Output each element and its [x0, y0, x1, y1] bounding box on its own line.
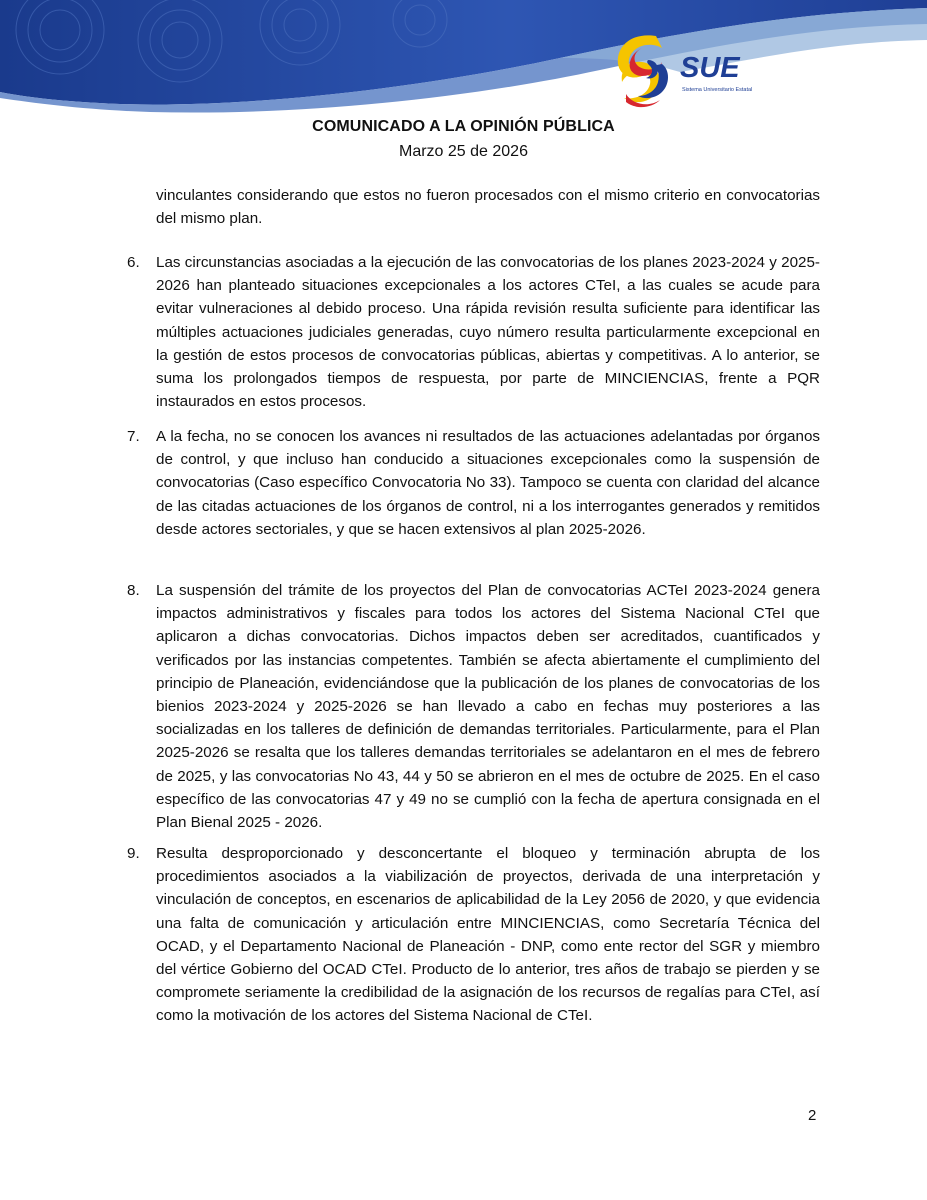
- item-number-6: 6.: [127, 254, 140, 271]
- sue-logo-subtitle: Sistema Universitario Estatal: [682, 87, 753, 93]
- document-date: Marzo 25 de 2026: [399, 143, 528, 160]
- item-number-7: 7.: [127, 428, 140, 445]
- item-text-8: La suspensión del trámite de los proyectos del Plan de convocatorias ACTeI 2023-2024 genera impactos administrativos y fiscales para todos los actores del Sistema Nacional CTeI que aplicaron a dichas convocatorias. Dichos impactos deben ser acreditados, cuantificados y verificados por las instancias competentes. También se afecta abiertamente el cumplimiento del principio de Planeación, evidenciándose que la publicación de los planes de convocatorias de los bienios 2023-2024 y 2025-2026 se han llevado a cabo en fechas muy posteriores a las socializadas en los talleres de definición de demandas territoriales. Particularmente, para el Plan 2025-2026 se resalta que los talleres demandas territoriales se adelantaron en el mes de febrero de 2025, y las convocatorias No 43, 44 y 50 se abrieron en el mes de octubre de 2025. En el caso específico de las convocatorias 47 y 49 no se cumplió con la fecha de apertura consignada en el Plan Bienal 2025 - 2026.: [156, 582, 820, 832]
- sue-logo-swirl-icon: [612, 30, 678, 110]
- sue-logo-text: SUE: [680, 52, 740, 84]
- item-text-6: Las circunstancias asociadas a la ejecución de las convocatorias de los planes 2023-2024 y 2025-2026 han planteado situaciones excepcionales a los actores CTeI, a las cuales se acude para evitar vulneraciones al debido proceso. Una rápida revisión resulta suficiente para identificar las múltiples actuaciones judiciales generadas, cuyo número resulta particularmente excepcional en la gestión de estos procesos de convocatorias públicas, abiertas y competitivas. A lo anterior, se suma los prolongados tiempos de respuesta, por parte de MINCIENCIAS, frente a PQR instaurados en estos procesos.: [156, 254, 820, 411]
- page-number: 2: [808, 1107, 817, 1124]
- continuation-paragraph: vinculantes considerando que estos no fueron procesados con el mismo criterio en convocatorias del mismo plan.: [156, 187, 820, 228]
- document-title: COMUNICADO A LA OPINIÓN PÚBLICA: [312, 118, 615, 135]
- sue-logo: [612, 30, 772, 112]
- item-number-9: 9.: [127, 845, 140, 862]
- item-number-8: 8.: [127, 582, 140, 599]
- item-text-7: A la fecha, no se conocen los avances ni resultados de las actuaciones adelantadas por órganos de control, y que incluso han conducido a situaciones excepcionales como la suspensión de convocatorias (Caso específico Convocatoria No 33). Tampoco se cuenta con claridad del alcance de las citadas actuaciones de los órganos de control, ni a los interrogantes generados y remitidos desde actores sectoriales, y que se hacen extensivos al plan 2025-2026.: [156, 428, 820, 538]
- item-text-9: Resulta desproporcionado y desconcertante el bloqueo y terminación abrupta de los procedimientos asociados a la viabilización de proyectos, derivada de una interpretación y vinculación de conceptos, en escenarios de aplicabilidad de la Ley 2056 de 2020, y que evidencia una falta de comunicación y articulación entre MINCIENCIAS, como Secretaría Técnica del OCAD, y el Departamento Nacional de Planeación - DNP, como ente rector del SGR y miembro del vértice Gobierno del OCAD CTeI. Producto de lo anterior, tres años de trabajo se pierden y se compromete seriamente la credibilidad de la asignación de los recursos de regalías para CTeI, así como la motivación de los actores del Sistema Nacional de CTeI.: [156, 845, 820, 1025]
- header-wave-decoration: [0, 0, 927, 115]
